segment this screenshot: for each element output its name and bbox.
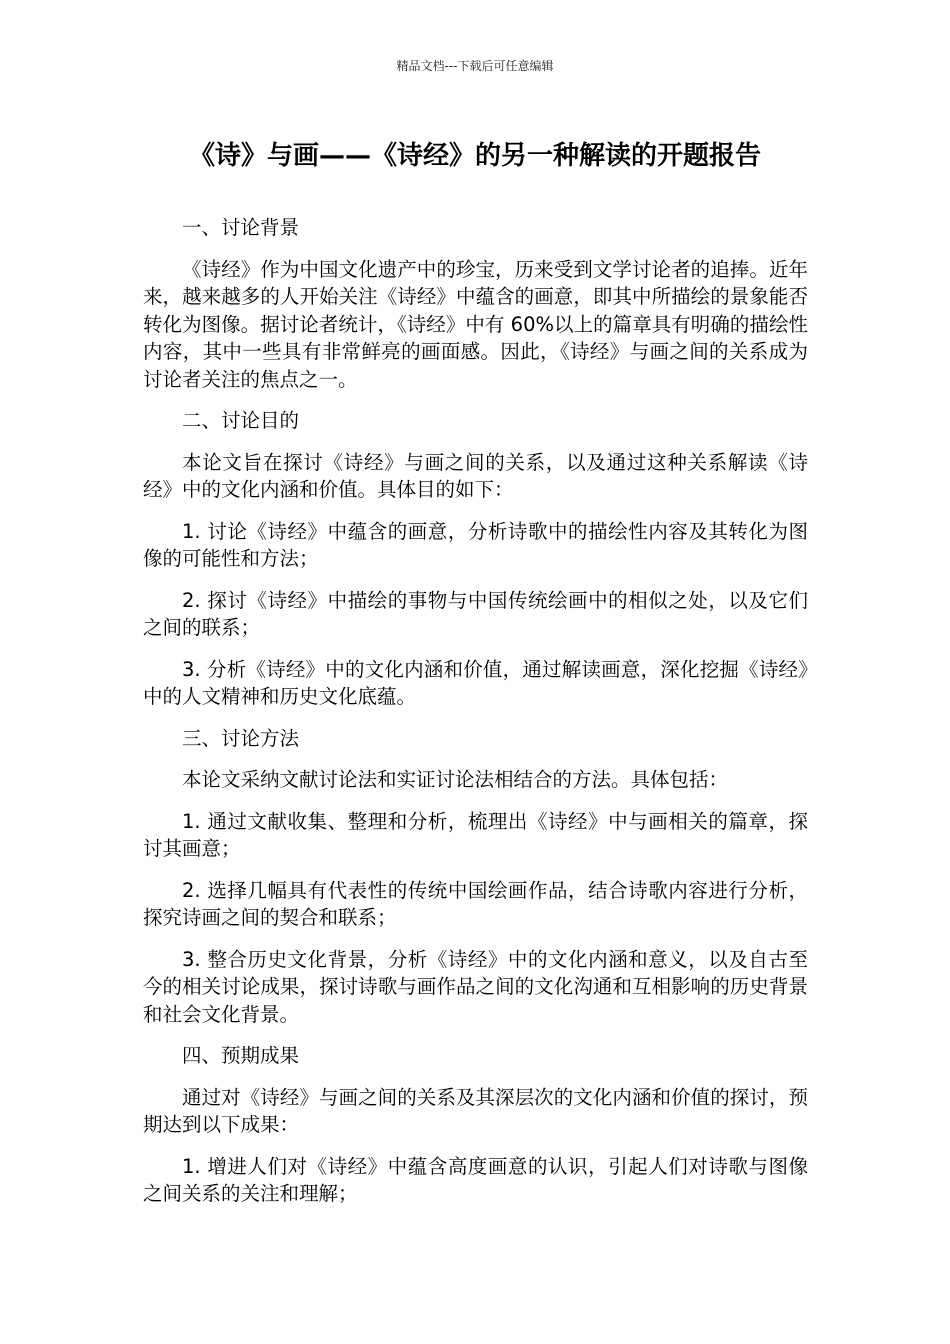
method-item: 3. 整合历史文化背景，分析《诗经》中的文化内涵和意义，以及自古至今的相关讨论成果，探讨诗歌与画作品之间的文化沟通和互相影响的历史背景和社会文化背景。 [143, 947, 808, 1026]
document-body [143, 214, 808, 1222]
section-heading-expected-results: 四、预期成果 [182, 1044, 300, 1067]
method-item: 2. 选择几幅具有代表性的传统中国绘画作品，结合诗歌内容进行分析，探究诗画之间的契合和联系； [143, 878, 808, 929]
section-heading-purpose: 二、讨论目的 [182, 409, 300, 432]
purpose-item: 1. 讨论《诗经》中蕴含的画意，分析诗歌中的描绘性内容及其转化为图像的可能性和方法； [143, 519, 808, 570]
method-item: 1. 通过文献收集、整理和分析，梳理出《诗经》中与画相关的篇章，探讨其画意； [143, 809, 808, 860]
section-heading-method: 三、讨论方法 [182, 726, 300, 750]
purpose-item: 3. 分析《诗经》中的文化内涵和价值，通过解读画意，深化挖掘《诗经》中的人文精神和历史文化底蕴。 [143, 657, 808, 708]
section-heading-background: 一、讨论背景 [182, 216, 300, 239]
purpose-intro: 本论文旨在探讨《诗经》与画之间的关系，以及通过这种关系解读《诗经》中的文化内涵和价值。具体目的如下： [143, 450, 808, 501]
background-paragraph: 《诗经》作为中国文化遗产中的珍宝，历来受到文学讨论者的追捧。近年来，越来越多的人开始关注《诗经》中蕴含的画意，即其中所描绘的景象能否转化为图像。据讨论者统计，《诗经》中有 60%以上的篇章具有明确的描绘性内容，其中一些具有非常鲜亮的画面感。因此，《诗经》与画之间的关系成为讨论者关注的焦点之一。 [143, 257, 808, 391]
method-intro: 本论文采纳文献讨论法和实证讨论法相结合的方法。具体包括： [182, 768, 729, 791]
results-intro: 通过对《诗经》与画之间的关系及其深层次的文化内涵和价值的探讨，预期达到以下成果： [143, 1085, 808, 1136]
results-item: 1. 增进人们对《诗经》中蕴含高度画意的认识，引起人们对诗歌与图像之间关系的关注和理解； [143, 1154, 808, 1205]
page-header: 精品文档---下载后可任意编辑 [396, 59, 554, 73]
purpose-item: 2. 探讨《诗经》中描绘的事物与中国传统绘画中的相似之处，以及它们之间的联系； [143, 588, 808, 639]
document-title: 《诗》与画——《诗经》的另一种解读的开题报告 [188, 141, 761, 171]
